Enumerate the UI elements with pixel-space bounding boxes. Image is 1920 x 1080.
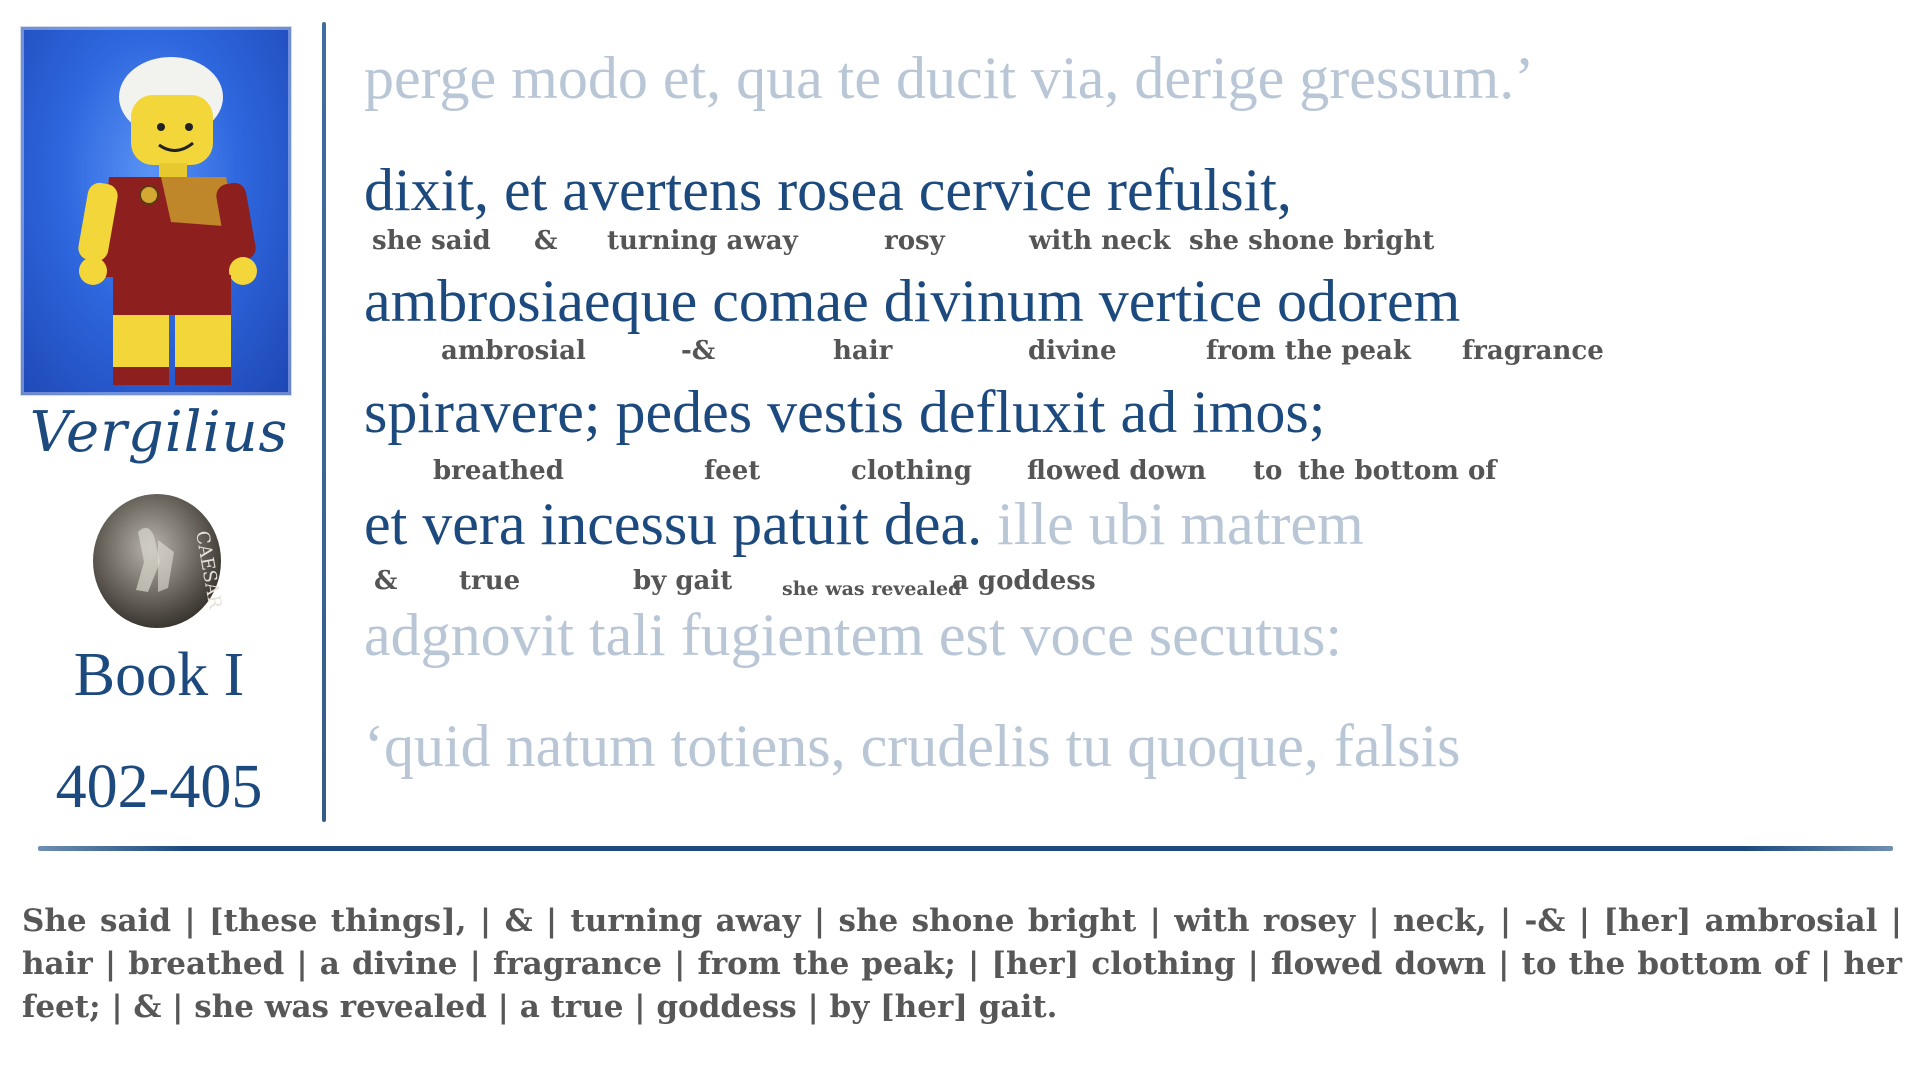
horizontal-divider bbox=[38, 846, 1893, 851]
gloss-word: she was revealed bbox=[782, 578, 962, 600]
verse-dim-part: ille ubi matrem bbox=[997, 491, 1364, 557]
roman-coin-image bbox=[88, 492, 226, 630]
gloss-word: with neck bbox=[1029, 226, 1171, 256]
lego-roman-figure-image bbox=[20, 26, 292, 396]
gloss-word: from the peak bbox=[1206, 336, 1411, 366]
sidebar bbox=[0, 0, 318, 830]
verse-line-403: ambrosiaeque comae divinum vertice odorem bbox=[364, 268, 1461, 334]
gloss-word: feet bbox=[704, 456, 761, 486]
verse-active-part: et vera incessu patuit dea. bbox=[364, 491, 983, 557]
gloss-word: clothing bbox=[851, 456, 972, 486]
gloss-word: a goddess bbox=[952, 566, 1096, 596]
verse-next-1: adgnovit tali fugientem est voce secutus: bbox=[364, 602, 1343, 668]
verse-line-405 bbox=[364, 491, 1364, 557]
coin-inscription: CAESAR bbox=[191, 529, 226, 611]
line-range: 402-405 bbox=[55, 753, 263, 821]
verse-line-404: spiravere; pedes vestis defluxit ad imos; bbox=[364, 379, 1326, 445]
verse-previous: perge modo et, qua te ducit via, derige gressum.’ bbox=[364, 45, 1535, 111]
gloss-word: hair bbox=[833, 336, 893, 366]
gloss-word: she said bbox=[372, 226, 491, 256]
gloss-word: to bbox=[1253, 456, 1283, 486]
gloss-word: by gait bbox=[633, 566, 733, 596]
verse-line-402: dixit, et avertens rosea cervice refulsit, bbox=[364, 157, 1292, 223]
gloss-word: rosy bbox=[884, 226, 945, 256]
gloss-word: -& bbox=[681, 336, 716, 366]
gloss-word: the bottom of bbox=[1298, 456, 1497, 486]
gloss-word: flowed down bbox=[1027, 456, 1207, 486]
gloss-word: turning away bbox=[607, 226, 798, 256]
translation-text: She said | [these things], | & | turning away | she shone bright | with rosey | neck, | -& | [her] ambrosial | hair | breathed | a divine | fragrance | from the peak; | [her] clothing | flowed down | to the bottom of | her feet; | & | she was revealed | a true | goddess | by [her] gait. bbox=[22, 903, 1902, 1025]
gloss-word: & bbox=[534, 226, 558, 256]
gloss-word: divine bbox=[1028, 336, 1117, 366]
gloss-word: true bbox=[459, 566, 521, 596]
gloss-word: ambrosial bbox=[441, 336, 586, 366]
gloss-word: & bbox=[374, 566, 398, 596]
gloss-word: fragrance bbox=[1462, 336, 1604, 366]
author-name: Vergilius bbox=[29, 400, 289, 465]
gloss-word: breathed bbox=[433, 456, 564, 486]
vertical-divider bbox=[322, 22, 326, 822]
verse-next-2: ‘quid natum totiens, crudelis tu quoque, falsis bbox=[364, 713, 1461, 779]
gloss-word: she shone bright bbox=[1189, 226, 1435, 256]
book-label: Book I bbox=[73, 641, 245, 709]
